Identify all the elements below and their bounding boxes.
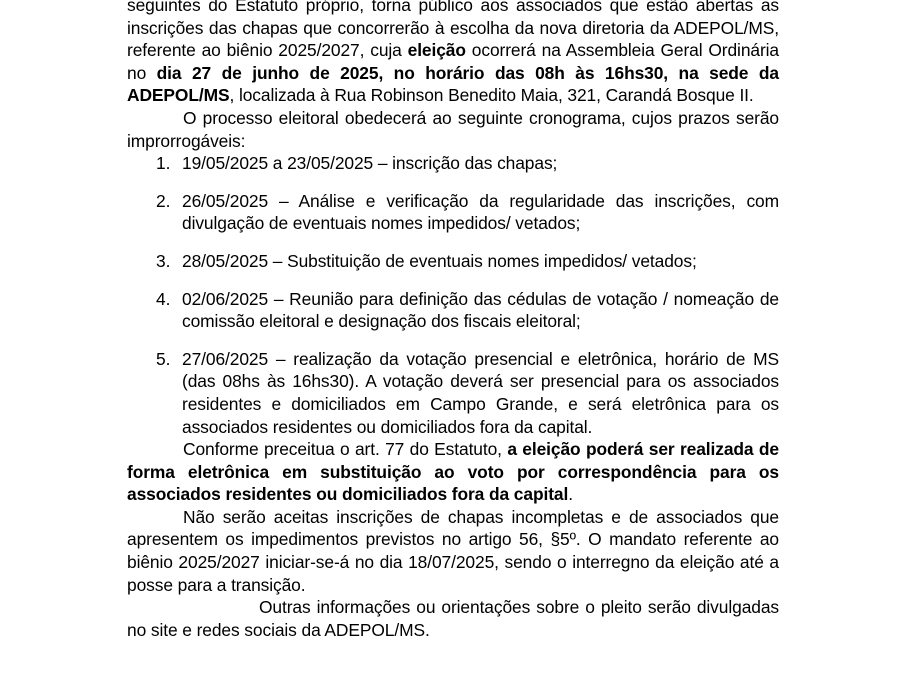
list-item bbox=[127, 152, 779, 175]
schedule-item-text: 26/05/2025 – Análise e verificação da regularidade das inscrições, com divulgação de eventuais nomes impedidos/ vetados; bbox=[182, 190, 779, 234]
art77-lead-text: Conforme preceitua o art. 77 do Estatuto, bbox=[183, 439, 508, 460]
opening-emphasis-eleicao: eleição bbox=[407, 40, 466, 61]
paragraph-closing: Outras informações ou orientações sobre o pleito serão divulgadas no site e redes sociais da ADEPOL/MS. bbox=[127, 597, 779, 640]
schedule-item-text: 27/06/2025 – realização da votação presencial e eletrônica, horário de MS (das 08hs às 16hs30). A votação deverá ser presencial para os associados residentes e domiciliados em Campo Grande, e será eletrônica para os associados residentes ou domiciliados fora da capital. bbox=[182, 348, 779, 437]
schedule-list bbox=[127, 152, 779, 438]
document-body bbox=[127, 0, 779, 641]
schedule-item-text: 28/05/2025 – Substituição de eventuais nomes impedidos/ vetados; bbox=[182, 250, 697, 271]
list-item bbox=[127, 250, 779, 273]
opening-emphasis-datetime-venue: dia 27 de junho de 2025, no horário das 08h às 16hs30, na sede da ADEPOL/MS bbox=[127, 62, 779, 106]
list-item bbox=[127, 288, 779, 333]
paragraph-opening bbox=[127, 0, 779, 107]
list-item bbox=[127, 190, 779, 235]
paragraph-schedule-intro: O processo eleitoral obedecerá ao seguinte cronograma, cujos prazos serão improrrogáveis: bbox=[127, 107, 779, 151]
art77-emphasis-electronic-voting: a eleição poderá ser realizada de forma eletrônica em substituição ao voto por correspondência para os associados residentes ou domiciliados fora da capital bbox=[127, 439, 779, 505]
opening-text-b: ocorrerá na Assembleia Geral Ordinária no bbox=[127, 40, 779, 83]
opening-clipped-line: seguintes do Estatuto próprio, torna público aos associados que estão abertas bbox=[127, 0, 754, 15]
opening-text-a: as inscrições das chapas que concorrerão à escolha da nova diretoria da ADEPOL/MS, referente ao biênio 2025/2027, cuja bbox=[127, 0, 779, 61]
paragraph-art77 bbox=[127, 438, 779, 506]
paragraph-incomplete-slates: Não serão aceitas inscrições de chapas incompletas e de associados que apresentem os impedimentos previstos no artigo 56, §5º. O mandato referente ao biênio 2025/2027 iniciar-se-á no dia 18/07/2025, sendo o interregno da eleição até a posse para a transição. bbox=[127, 506, 779, 595]
list-item bbox=[127, 348, 779, 438]
schedule-item-text: 02/06/2025 – Reunião para definição das cédulas de votação / nomeação de comissão eleitoral e designação dos fiscais eleitoral; bbox=[182, 288, 779, 332]
opening-text-c: , localizada à Rua Robinson Benedito Maia, 321, Carandá Bosque II. bbox=[229, 85, 754, 106]
schedule-item-text: 19/05/2025 a 23/05/2025 – inscrição das chapas; bbox=[182, 153, 558, 174]
art77-tail-text: . bbox=[568, 484, 573, 505]
